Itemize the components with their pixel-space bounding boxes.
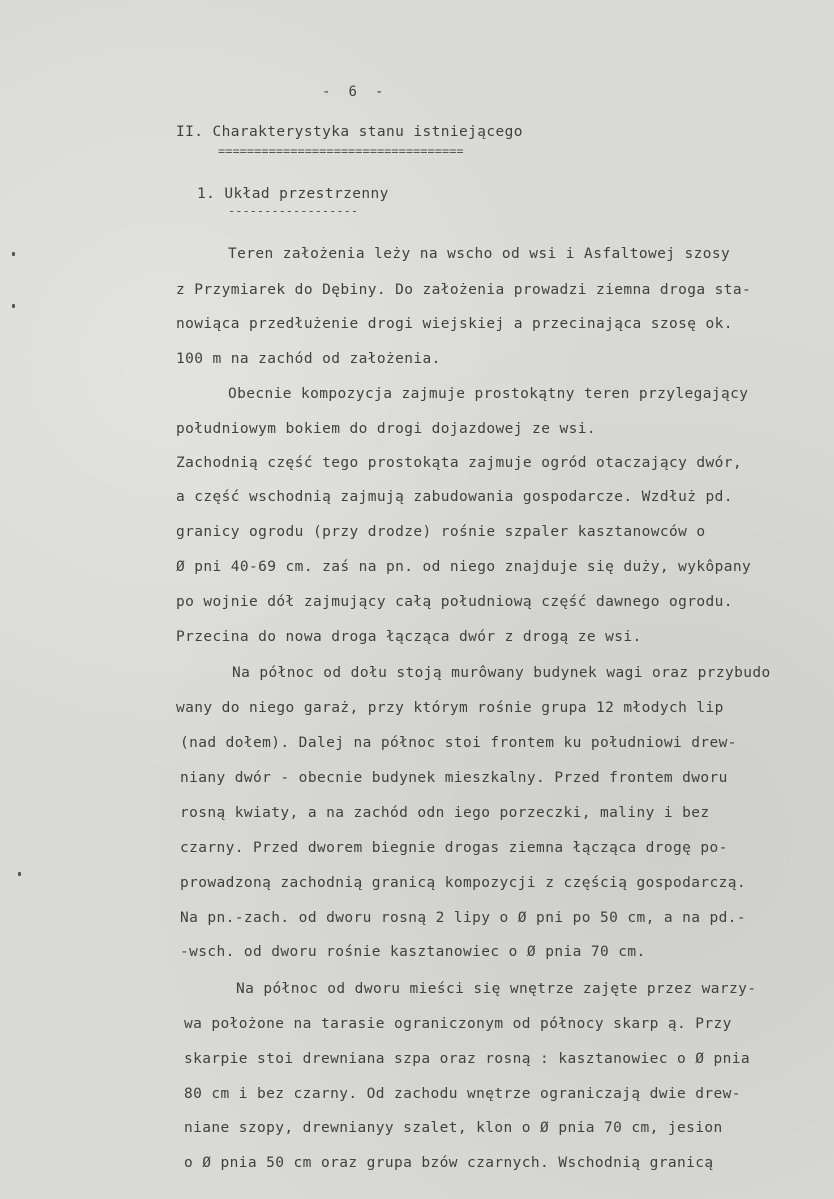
text-line: wany do niego garaż, przy którym rośnie grupa 12 młodych lip: [176, 700, 724, 716]
text-line: o Ø pnia 50 cm oraz grupa bzów czarnych. Wschodnią granicą: [184, 1155, 714, 1171]
text-line: południowym bokiem do drogi dojazdowej ze wsi.: [176, 421, 596, 437]
text-line: po wojnie dół zajmujący całą południową część dawnego ogrodu.: [176, 594, 733, 610]
margin-dot: [12, 304, 15, 308]
text-line: Teren założenia leży na wscho od wsi i Asfaltowej szosy: [228, 246, 731, 262]
text-line: 100 m na zachód od założenia.: [176, 351, 441, 367]
text-line: z Przymiarek do Dębiny. Do założenia prowadzi ziemna droga sta-: [176, 282, 752, 298]
text-line: skarpie stoi drewniana szpa oraz rosną : kasztanowiec o Ø pnia: [184, 1051, 751, 1067]
subsection-heading: 1. Układ przestrzenny: [197, 186, 389, 202]
page-number: - 6 -: [322, 84, 384, 100]
text-line: Ø pni 40-69 cm. zaś na pn. od niego znajduje się duży, wykôpany: [176, 559, 752, 575]
text-line: granicy ogrodu (przy drodze) rośnie szpaler kasztanowców o: [176, 524, 706, 540]
text-line: czarny. Przed dworem biegnie drogas ziemna łącząca drogę po-: [180, 840, 728, 856]
text-line: nowiąca przedłużenie drogi wiejskiej a przecinająca szosę ok.: [176, 316, 733, 332]
text-line: Na północ od dołu stoją murôwany budynek wagi oraz przybudo: [232, 665, 771, 681]
text-line: -wsch. od dworu rośnie kasztanowiec o Ø pnia 70 cm.: [180, 944, 646, 960]
text-line: niany dwór - obecnie budynek mieszkalny. Przed frontem dworu: [180, 770, 728, 786]
text-line: rosną kwiaty, a na zachód odn iego porzeczki, maliny i bez: [180, 805, 710, 821]
section-heading: II. Charakterystyka stanu istniejącego: [176, 124, 523, 140]
heading-underline: ==================================: [218, 144, 464, 158]
text-line: Przecina do nowa droga łącząca dwór z drogą ze wsi.: [176, 629, 642, 645]
margin-dot: [18, 872, 21, 876]
text-line: prowadzoną zachodnią granicą kompozycji z częścią gospodarczą.: [180, 875, 747, 891]
text-line: a część wschodnią zajmują zabudowania gospodarcze. Wzdłuż pd.: [176, 489, 733, 505]
text-line: Na pn.-zach. od dworu rosną 2 lipy o Ø pni po 50 cm, a na pd.-: [180, 910, 747, 926]
text-line: Obecnie kompozycja zajmuje prostokątny teren przylegający: [228, 386, 749, 402]
subsection-underline: ------------------: [228, 204, 359, 218]
text-line: (nad dołem). Dalej na północ stoi frontem ku południowi drew-: [180, 735, 737, 751]
margin-dot: [12, 252, 15, 256]
text-line: Zachodnią część tego prostokąta zajmuje ogród otaczający dwór,: [176, 455, 743, 471]
text-line: 80 cm i bez czarny. Od zachodu wnętrze ograniczają dwie drew-: [184, 1086, 741, 1102]
text-line: wa położone na tarasie ograniczonym od północy skarp ą. Przy: [184, 1016, 732, 1032]
text-line: Na północ od dworu mieści się wnętrze zajęte przez warzy-: [236, 981, 757, 997]
text-line: niane szopy, drewnianyy szalet, klon o Ø pnia 70 cm, jesion: [184, 1120, 723, 1136]
